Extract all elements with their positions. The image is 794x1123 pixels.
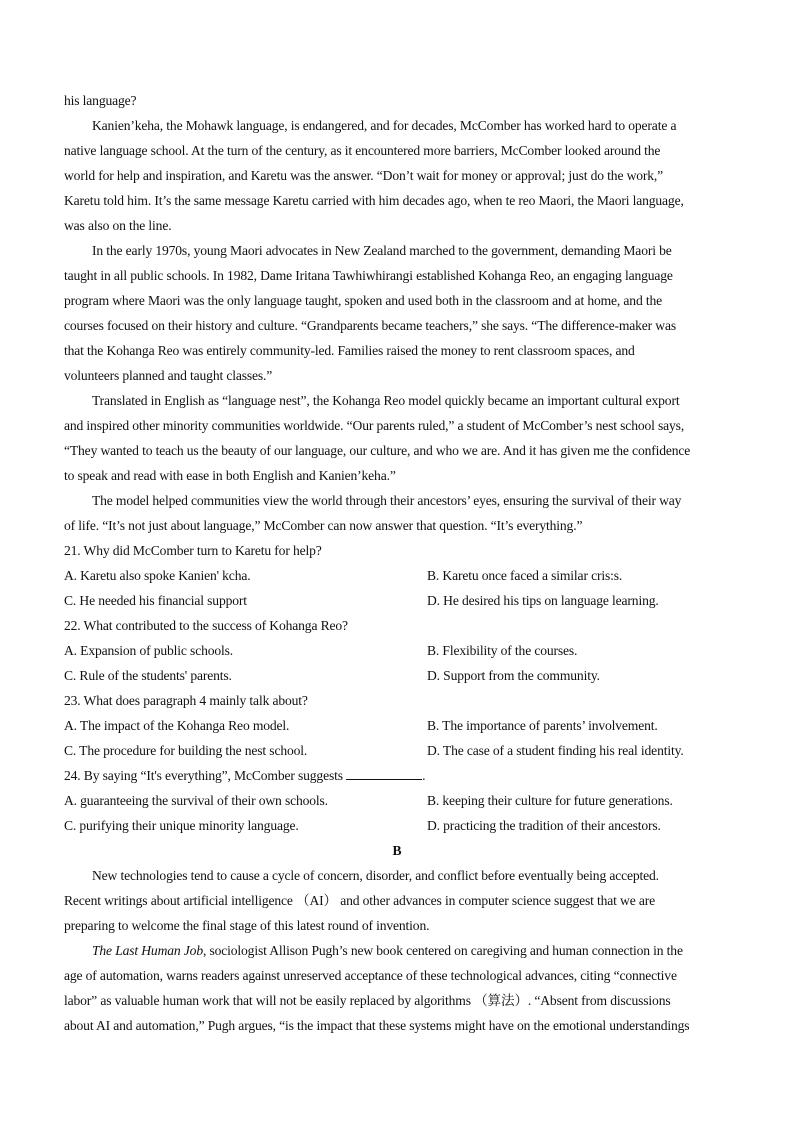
text-line [64, 938, 730, 963]
text-line: preparing to welcome the final stage of this latest round of invention. [64, 918, 430, 933]
paragraph-3 [64, 388, 730, 488]
text-line: courses focused on their history and culture. “Grandparents became teachers,” she says. “The difference-maker was [64, 318, 676, 333]
passage-b-paragraph-1 [64, 863, 730, 938]
question-stem-end: . [422, 768, 426, 783]
option-b: B. keeping their culture for future generations. [427, 793, 673, 808]
option-d: D. He desired his tips on language learning. [427, 593, 659, 608]
book-title: The Last Human Job [92, 943, 203, 958]
option-a: A. guaranteeing the survival of their own schools. [64, 793, 328, 808]
text-line: and inspired other minority communities worldwide. “Our parents ruled,” a student of McComber’s nest school says, [64, 418, 685, 433]
text-line: native language school. At the turn of the century, as it encountered more barriers, McComber looked around the [64, 143, 661, 158]
answer-blank [346, 766, 422, 780]
option-c: C. The procedure for building the nest school. [64, 743, 308, 758]
text-line: program where Maori was the only language taught, spoken and used both in the classroom and at home, and the [64, 293, 663, 308]
option-b: B. The importance of parents’ involvement. [427, 718, 658, 733]
passage-b-paragraph-2 [64, 938, 730, 1038]
text-line: that the Kohanga Reo was entirely community-led. Families raised the money to rent classroom spaces, and [64, 343, 635, 358]
text-line: to speak and read with ease in both English and Kanien’keha.” [64, 468, 396, 483]
question-stem: 23. What does paragraph 4 mainly talk about? [64, 693, 308, 708]
text-line: The model helped communities view the world through their ancestors’ eyes, ensuring the survival of their way [92, 493, 682, 508]
question-stem [64, 763, 730, 788]
question-24 [64, 763, 730, 838]
option-a: A. Karetu also spoke Kanien' kcha. [64, 568, 251, 583]
question-22 [64, 613, 730, 688]
option-c: C. purifying their unique minority language. [64, 818, 299, 833]
text-span: , sociologist Allison Pugh’s new book centered on caregiving and human connection in the [202, 943, 683, 958]
document-page [64, 88, 730, 1038]
question-stem: 22. What contributed to the success of Kohanga Reo? [64, 618, 348, 633]
passage-continuation: his language? [64, 93, 137, 108]
question-23 [64, 688, 730, 763]
text-line: Recent writings about artificial intelligence （AI） and other advances in computer science suggest that we are [64, 893, 655, 908]
text-line: taught in all public schools. In 1982, Dame Iritana Tawhiwhirangi established Kohanga Reo, an engaging language [64, 268, 673, 283]
option-a: A. Expansion of public schools. [64, 643, 234, 658]
question-stem: 21. Why did McComber turn to Karetu for help? [64, 543, 322, 558]
text-line: labor” as valuable human work that will not be easily replaced by algorithms （算法）. “Absent from discussions [64, 993, 671, 1008]
text-line: about AI and automation,” Pugh argues, “is the impact that these systems might have on the emotional understandings [64, 1018, 690, 1033]
section-title: B [392, 843, 402, 858]
text-line: New technologies tend to cause a cycle of concern, disorder, and conflict before eventually being accepted. [92, 868, 659, 883]
text-line: age of automation, warns readers against unreserved acceptance of these technological advances, citing “connective [64, 968, 677, 983]
text-line: Translated in English as “language nest”, the Kohanga Reo model quickly became an important cultural export [92, 393, 680, 408]
text-line: world for help and inspiration, and Karetu was the answer. “Don’t wait for money or approval; just do the work,” [64, 168, 664, 183]
question-21 [64, 538, 730, 613]
text-line: volunteers planned and taught classes.” [64, 368, 273, 383]
option-d: D. Support from the community. [427, 668, 600, 683]
text-line: of life. “It’s not just about language,” McComber can now answer that question. “It’s everything.” [64, 518, 583, 533]
paragraph-2 [64, 238, 730, 388]
option-d: D. practicing the tradition of their ancestors. [427, 818, 661, 833]
option-c: C. He needed his financial support [64, 593, 247, 608]
paragraph-4 [64, 488, 730, 538]
option-d: D. The case of a student finding his real identity. [427, 743, 684, 758]
text-line: In the early 1970s, young Maori advocates in New Zealand marched to the government, demanding Maori be [92, 243, 672, 258]
paragraph-1 [64, 113, 730, 238]
text-line: was also on the line. [64, 218, 172, 233]
text-line: Kanien’keha, the Mohawk language, is endangered, and for decades, McComber has worked hard to operate a [92, 118, 677, 133]
option-c: C. Rule of the students' parents. [64, 668, 232, 683]
question-stem-text: 24. By saying “It's everything”, McComber suggests [64, 768, 347, 783]
option-b: B. Flexibility of the courses. [427, 643, 578, 658]
text-line: Karetu told him. It’s the same message Karetu carried with him decades ago, when te reo Maori, the Maori language, [64, 193, 684, 208]
option-a: A. The impact of the Kohanga Reo model. [64, 718, 290, 733]
option-b: B. Karetu once faced a similar cris:s. [427, 568, 623, 583]
text-line: “They wanted to teach us the beauty of our language, our culture, and who we are. And it has given me the confidence [64, 443, 691, 458]
